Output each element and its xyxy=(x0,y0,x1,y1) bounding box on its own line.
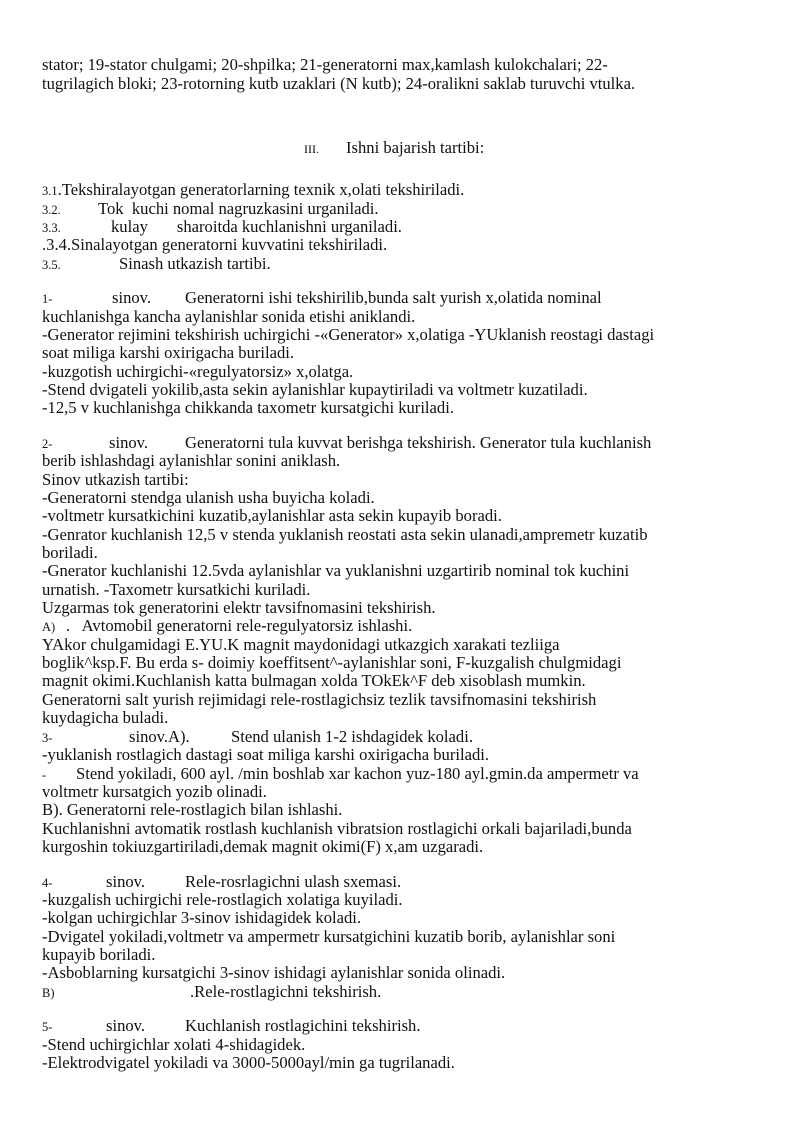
body-line: kupayib boriladi. xyxy=(42,945,156,964)
intro-line: tugrilagich bloki; 23-rotorning kutb uzaklari (N kutb); 24-oralikni saklab turuvchi vtulka. xyxy=(42,74,636,93)
step-number: 3.5. xyxy=(42,258,61,272)
test-label: sinov.A). xyxy=(129,727,190,746)
test-number: 2- xyxy=(42,437,53,451)
test-heading xyxy=(42,1017,421,1036)
body-line: -Dvigatel yokiladi,voltmetr va ampermetr kursatgichini kuzatib borib, aylanishlar soni xyxy=(42,927,616,946)
test-number: 5- xyxy=(42,1020,53,1034)
step-number: 3.1 xyxy=(42,184,58,198)
body-line: -Genrator kuchlanish 12,5 v stenda yuklanish reostati asta sekin ulanadi,ampremetr kuzatib xyxy=(42,525,648,544)
body-line: Sinov utkazish tartibi: xyxy=(42,470,189,489)
step-number: 3.2. xyxy=(42,203,61,217)
body-line: voltmetr kursatgich yozib olinadi. xyxy=(42,782,267,801)
test-title: Stend ulanish 1-2 ishdagidek koladi. xyxy=(231,727,473,746)
step-item xyxy=(42,181,464,200)
body-line: -kuzgalish uchirgichi rele-rostlagich xolatiga kuyiladi. xyxy=(42,890,403,909)
test-number: 4- xyxy=(42,876,53,890)
body-line: kuchlanishga kancha aylanishlar sonida etishi aniklandi. xyxy=(42,307,416,326)
test-number: 1- xyxy=(42,292,53,306)
body-line: kuydagicha buladi. xyxy=(42,708,169,727)
body-line: -Generatorni stendga ulanish usha buyicha koladi. xyxy=(42,488,375,507)
step-text: Tok kuchi nomal nagruzkasini urganiladi. xyxy=(98,199,379,218)
body-line: -Stend uchirgichlar xolati 4-shidagidek. xyxy=(42,1035,306,1054)
intro-line: stator; 19-stator chulgami; 20-shpilka; 21-generatorni max,kamlash kulokchalari; 22- xyxy=(42,55,608,74)
body-line: -Elektrodvigatel yokiladi va 3000-5000ayl/min ga tugrilanadi. xyxy=(42,1053,455,1072)
body-line: -kuzgotish uchirgichi-«regulyatorsiz» x,olatga. xyxy=(42,362,354,381)
body-line: B). Generatorni rele-rostlagich bilan ishlashi. xyxy=(42,800,343,819)
step-item xyxy=(42,255,271,274)
body-line: -12,5 v kuchlanishga chikkanda taxometr kursatgichi kuriladi. xyxy=(42,398,454,417)
body-line: berib ishlashdagi aylanishlar sonini aniklash. xyxy=(42,451,341,470)
test-label: sinov. xyxy=(109,433,149,452)
section-title: Ishni bajarish tartibi: xyxy=(346,138,485,157)
part-marker: B) xyxy=(42,986,55,1000)
body-line: urnatish. -Taxometr kursatkichi kuriladi. xyxy=(42,580,311,599)
body-line: kurgoshin tokiuzgartiriladi,demak magnit okimi(F) x,am uzgaradi. xyxy=(42,837,484,856)
body-line: soat miliga karshi oxirigacha buriladi. xyxy=(42,343,295,362)
test-title: Generatorni tula kuvvat berishga tekshirish. Generator tula kuchlanish xyxy=(185,433,652,452)
body-line: Uzgarmas tok generatorini elektr tavsifnomasini tekshirish. xyxy=(42,598,436,617)
body-line: Generatorni salt yurish rejimidagi rele-rostlagichsiz tezlik tavsifnomasini tekshirish xyxy=(42,690,597,709)
test-title: Kuchlanish rostlagichini tekshirish. xyxy=(185,1016,421,1035)
test-label: sinov. xyxy=(106,872,146,891)
body-line: -yuklanish rostlagich dastagi soat miliga karshi oxirigacha buriladi. xyxy=(42,745,490,764)
step-text: Sinash utkazish tartibi. xyxy=(119,254,271,273)
body-line: boglik^ksp.F. Bu erda s- doimiy koeffitsent^-aylanishlar soni, F-kuzgalish chulgmidagi xyxy=(42,653,622,672)
dash-text: Stend yokiladi, 600 ayl. /min boshlab xar kachon yuz-180 ayl.gmin.da ampermetr va xyxy=(76,764,639,783)
body-line: -voltmetr kursatkichini kuzatib,aylanishlar asta sekin kupayib boradi. xyxy=(42,506,502,525)
step-item xyxy=(42,236,387,254)
section-heading xyxy=(304,139,484,158)
section-number: III. xyxy=(304,142,319,156)
part-heading xyxy=(42,983,381,1002)
body-line: -Asboblarning kursatgichi 3-sinov ishidagi aylanishlar sonida olinadi. xyxy=(42,963,506,982)
body-line: -Generator rejimini tekshirish uchirgichi -«Generator» x,olatiga -YUklanish reostagi dastagi xyxy=(42,325,655,344)
test-heading xyxy=(42,289,602,308)
test-title: Rele-rosrlagichni ulash sxemasi. xyxy=(185,872,402,891)
step-text: kulay sharoitda kuchlanishni urganiladi. xyxy=(111,217,402,236)
part-title: .Rele-rostlagichni tekshirish. xyxy=(190,982,382,1001)
test-label: sinov. xyxy=(106,1016,146,1035)
part-heading xyxy=(42,617,412,636)
body-line: magnit okimi.Kuchlanish katta bulmagan xolda TOkEk^F deb xisoblash mumkin. xyxy=(42,671,586,690)
part-marker: A) xyxy=(42,620,56,634)
test-title: Generatorni ishi tekshirilib,bunda salt yurish x,olatida nominal xyxy=(185,288,602,307)
body-line: YAkor chulgamidagi E.YU.K magnit maydonidagi utkazgich xarakati tezliiga xyxy=(42,635,560,654)
body-line: boriladi. xyxy=(42,543,98,562)
step-text: .3.4.Sinalayotgan generatorni kuvvatini tekshiriladi. xyxy=(42,235,388,254)
body-line: -Gnerator kuchlanishi 12.5vda aylanishlar va yuklanishni uzgartirib nominal tok kuchini xyxy=(42,561,630,580)
test-number: 3- xyxy=(42,731,53,745)
test-label: sinov. xyxy=(112,288,152,307)
body-line: Kuchlanishni avtomatik rostlash kuchlanish vibratsion rostlagichi orkali bajariladi,bunda xyxy=(42,819,632,838)
step-text: .Tekshiralayotgan generatorlarning texnik x,olati tekshiriladi. xyxy=(57,180,465,199)
body-line: -Stend dvigateli yokilib,asta sekin aylanishlar kupaytiriladi va voltmetr kuzatiladi. xyxy=(42,380,588,399)
step-number: 3.3. xyxy=(42,221,61,235)
dash-marker: - xyxy=(42,768,47,782)
body-line: -kolgan uchirgichlar 3-sinov ishidagidek koladi. xyxy=(42,908,362,927)
part-title: . Avtomobil generatorni rele-regulyatorsiz ishlashi. xyxy=(66,616,413,635)
